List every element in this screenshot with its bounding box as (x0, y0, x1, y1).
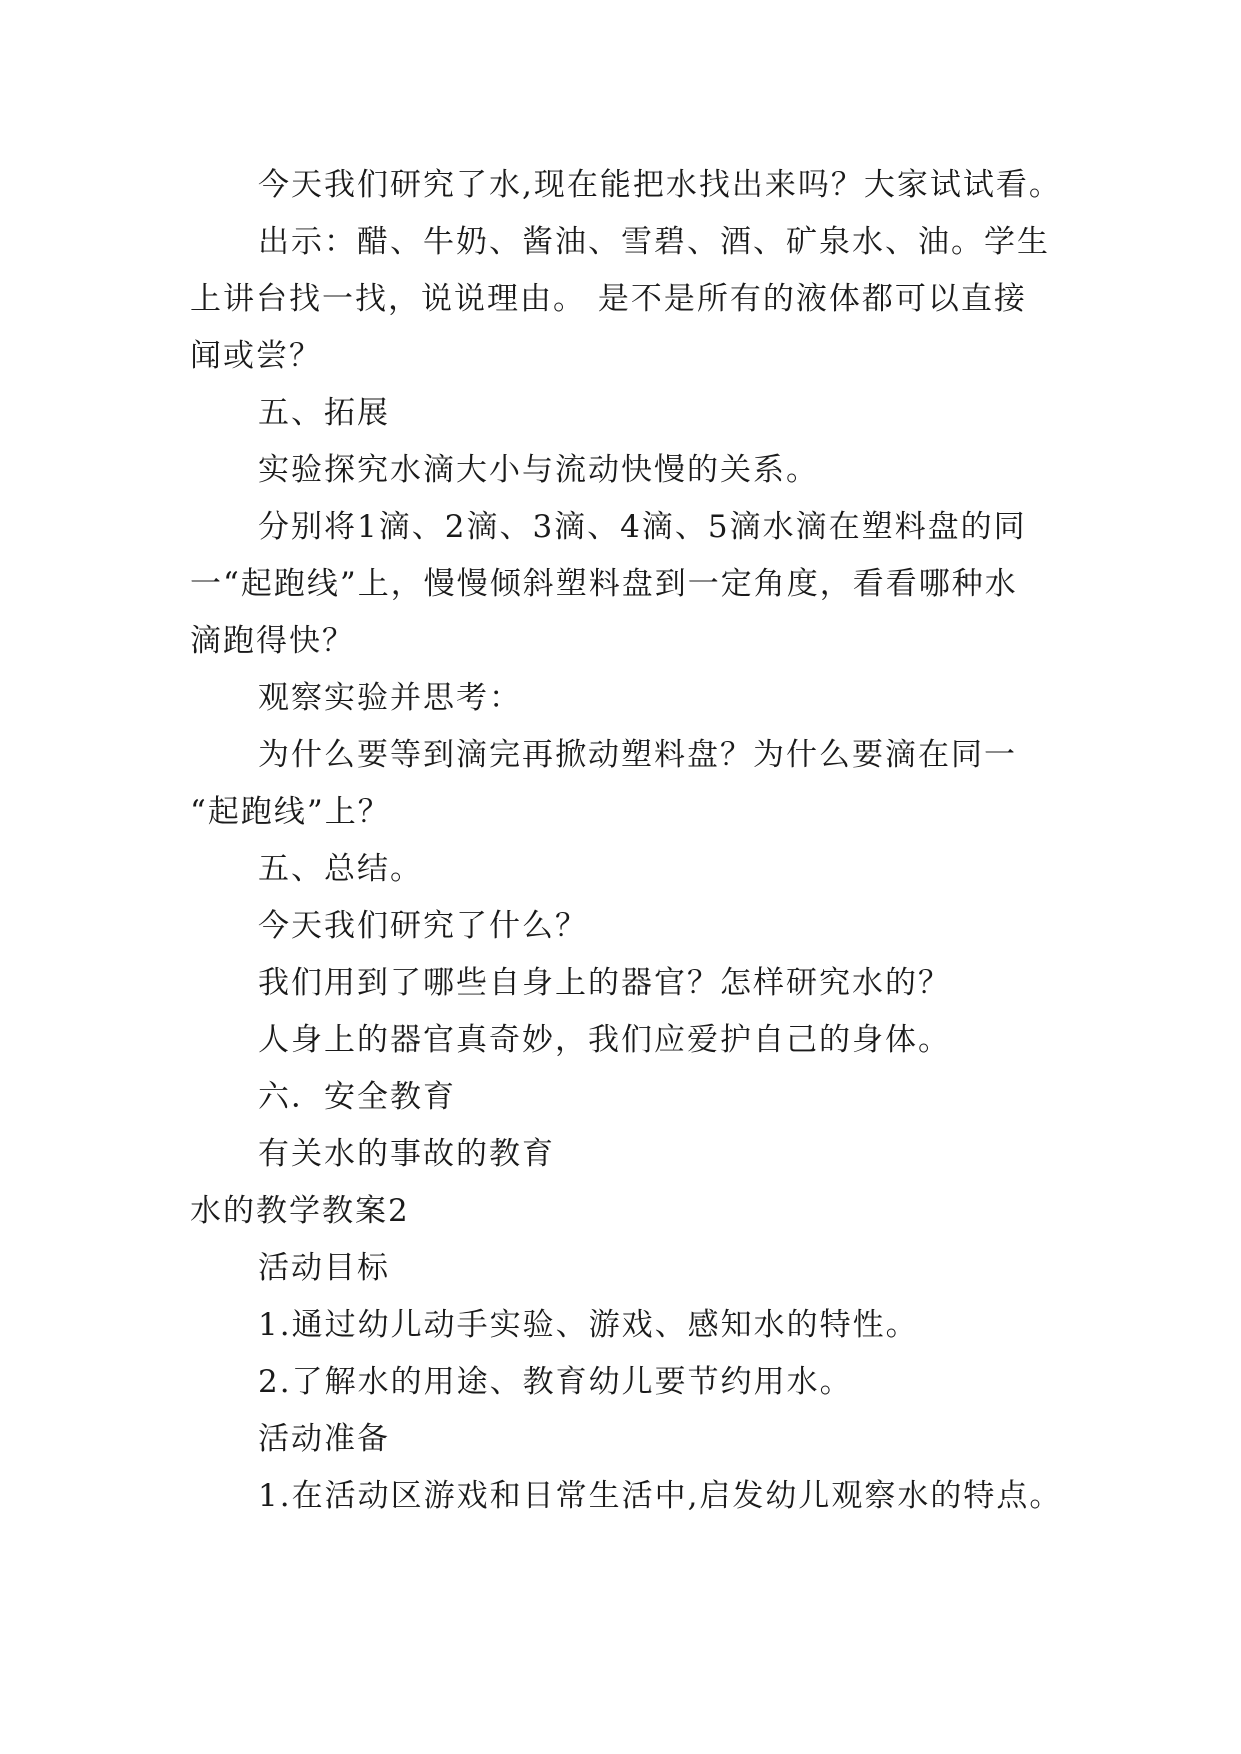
paragraph-line: 有关水的事故的教育 (258, 1136, 555, 1172)
section-heading: 活动目标 (258, 1250, 390, 1286)
document-title: 水的教学教案2 (190, 1193, 410, 1229)
paragraph-line: 今天我们研究了水,现在能把水找出来吗？大家试试看。 (258, 167, 1062, 203)
paragraph-line: 分别将1滴、2滴、3滴、4滴、5滴水滴在塑料盘的同 (258, 509, 1027, 545)
paragraph-line: 人身上的器官真奇妙，我们应爱护自己的身体。 (258, 1022, 951, 1058)
section-heading: 活动准备 (258, 1421, 390, 1457)
paragraph-line: 一“起跑线”上，慢慢倾斜塑料盘到一定角度，看看哪种水 (190, 566, 1018, 602)
paragraph-line: 闻或尝？ (190, 338, 322, 374)
section-heading: 六．安全教育 (258, 1079, 456, 1115)
list-item: 1.通过幼儿动手实验、游戏、感知水的特性。 (258, 1307, 919, 1343)
paragraph-line: 滴跑得快？ (190, 623, 355, 659)
list-item: 2.了解水的用途、教育幼儿要节约用水。 (258, 1364, 853, 1400)
paragraph-line: 上讲台找一找，说说理由。 是不是所有的液体都可以直接 (190, 281, 1027, 317)
paragraph-line: 今天我们研究了什么？ (258, 908, 588, 944)
paragraph-line: 我们用到了哪些自身上的器官？怎样研究水的？ (258, 965, 951, 1001)
section-heading: 五、总结。 (258, 851, 423, 887)
paragraph-line: “起跑线”上？ (190, 794, 391, 830)
paragraph-line: 实验探究水滴大小与流动快慢的关系。 (258, 452, 819, 488)
list-item: 1.在活动区游戏和日常生活中,启发幼儿观察水的特点。 (258, 1478, 1063, 1514)
section-heading: 五、拓展 (258, 395, 390, 431)
paragraph-line: 出示：醋、牛奶、酱油、雪碧、酒、矿泉水、油。学生 (258, 224, 1050, 260)
paragraph-line: 为什么要等到滴完再掀动塑料盘？为什么要滴在同一 (258, 737, 1017, 773)
paragraph-line: 观察实验并思考： (258, 680, 522, 716)
